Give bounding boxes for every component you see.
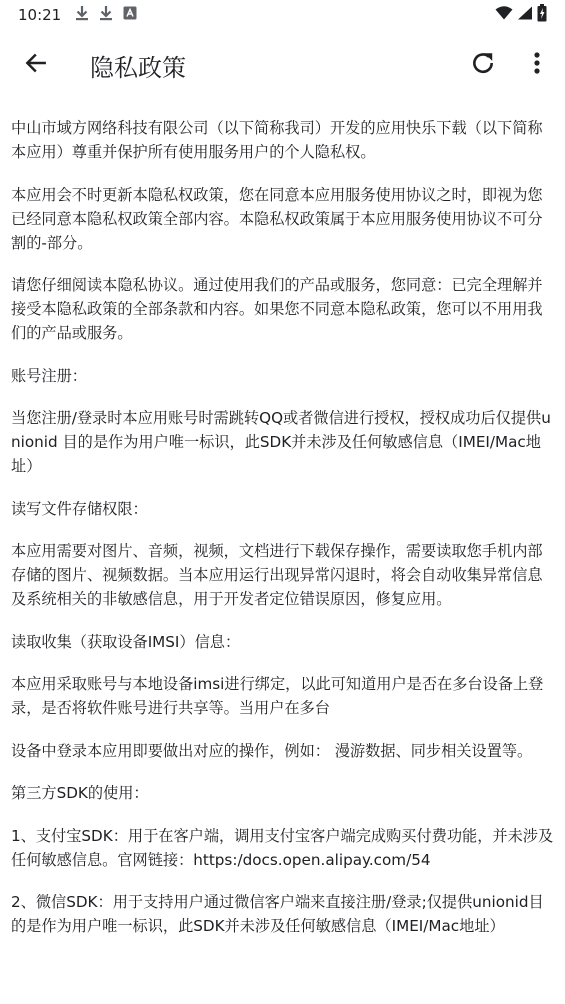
refresh-icon bbox=[470, 50, 496, 80]
wifi-icon bbox=[495, 6, 513, 24]
policy-paragraph-intro: 中山市域方网络科技有限公司（以下简称我司）开发的应用快乐下载（以下简称本应用）尊重并保护所有使用服务用户的个人隐私权。 bbox=[11, 119, 543, 161]
policy-paragraph-alipay: 1、支付宝SDK：用于在客户端，调用支付宝客户端完成购买付费功能，并未涉及任何敏感信息。官网链接：https:/docs.open.alipay.com/54 bbox=[11, 826, 554, 869]
policy-paragraph-storage: 本应用需要对图片、音频，视频，文档进行下载保存操作，需要读取您手机内部存储的图片、视频数据。当本应用运行出现异常闪退时，将会自动收集异常信息及系统相关的非敏感信息，用于开发者定位错误原因，修复应用。 bbox=[11, 542, 543, 608]
status-notification-icons bbox=[75, 5, 137, 25]
privacy-policy-content bbox=[11, 116, 554, 957]
refresh-button[interactable] bbox=[459, 41, 507, 89]
policy-paragraph-wechat: 2、微信SDK：用于支持用户通过微信客户端来直接注册/登录;仅提供unionid目的是作为用户唯一标识，此SDK并未涉及任何敏感信息（IMEI/Mac地址） bbox=[11, 893, 544, 935]
status-bar bbox=[0, 0, 565, 30]
policy-paragraph-devices: 设备中登录本应用即要做出对应的操作，例如： 漫游数据、同步相关设置等。 bbox=[11, 741, 533, 760]
more-options-button[interactable] bbox=[513, 41, 561, 89]
more-vertical-icon bbox=[533, 51, 541, 79]
section-heading-account: 账号注册： bbox=[11, 366, 87, 385]
status-system-icons bbox=[495, 4, 547, 26]
download-icon bbox=[75, 5, 89, 25]
signal-icon bbox=[517, 6, 533, 24]
policy-paragraph-account: 当您注册/登录时本应用账号时需跳转QQ或者微信进行授权，授权成功后仅提供unionid 目的是作为用户唯一标识，此SDK并未涉及任何敏感信息（IMEI/Mac地址） bbox=[11, 409, 551, 475]
section-heading-third-party: 第三方SDK的使用： bbox=[11, 784, 149, 802]
battery-icon bbox=[537, 4, 547, 26]
app-bar bbox=[0, 30, 565, 100]
arrow-left-icon bbox=[23, 50, 49, 80]
page-title: 隐私政策 bbox=[90, 53, 186, 82]
section-heading-imsi: 读取收集（获取设备IMSI）信息： bbox=[11, 632, 241, 651]
status-time: 10:21 bbox=[18, 6, 62, 24]
section-heading-storage: 读写文件存储权限： bbox=[11, 499, 148, 518]
policy-paragraph-agreement: 请您仔细阅读本隐私协议。通过使用我们的产品或服务，您同意：已完全理解并接受本隐私政策的全部条款和内容。如果您不同意本隐私政策，您可以不用用我们的产品或服务。 bbox=[11, 276, 543, 342]
back-button[interactable] bbox=[8, 37, 64, 93]
policy-paragraph-imsi: 本应用采取账号与本地设备imsi进行绑定，以此可知道用户是否在多台设备上登录，是否将软件账号进行共享等。当用户在多台 bbox=[11, 675, 544, 717]
policy-paragraph-updates: 本应用会不时更新本隐私权政策，您在同意本应用服务使用协议之时，即视为您已经同意本隐私权政策全部内容。本隐私权政策属于本应用服务使用协议不可分割的-部分。 bbox=[11, 185, 543, 252]
sim-icon bbox=[123, 6, 137, 24]
download-icon bbox=[99, 5, 113, 25]
